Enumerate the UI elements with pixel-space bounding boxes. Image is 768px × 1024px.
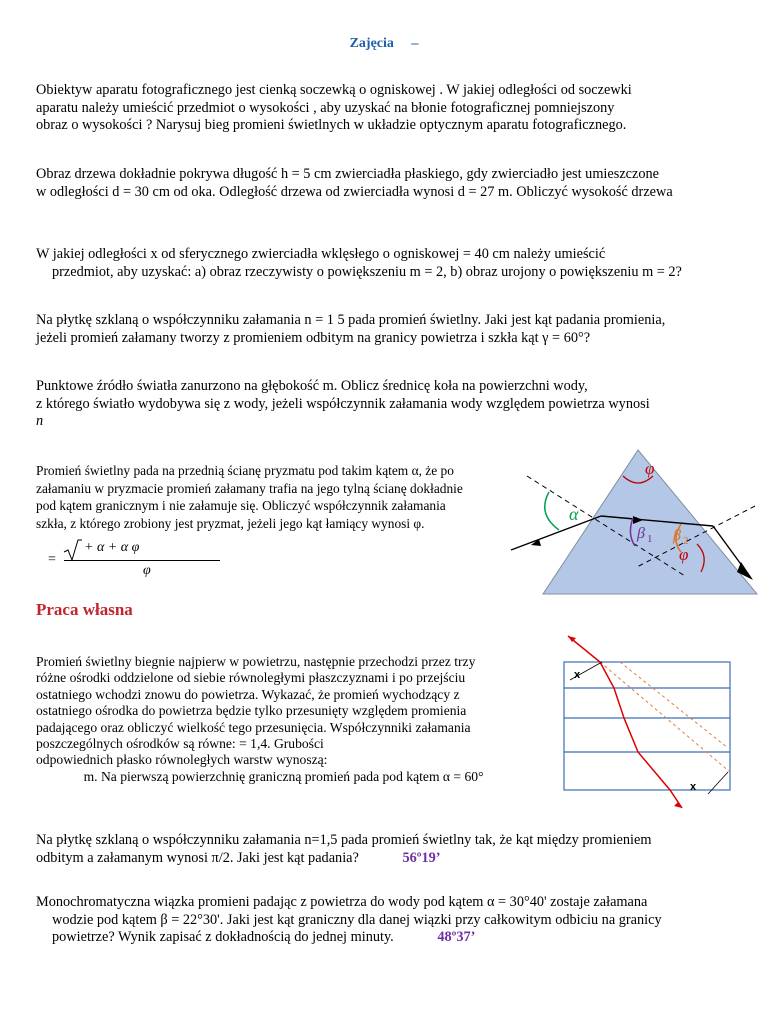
homework-line: wodzie pod kątem β = 22°30'. Jaki jest kąt graniczny dla danej wiązki przy całkowitym odbiciu na granicy: [52, 911, 662, 928]
homework-line: Promień świetlny biegnie najpierw w powietrzu, następnie przechodzi przez trzy: [36, 654, 476, 669]
layers-label-x-bottom: x: [690, 781, 697, 793]
prism-label-alpha: α: [569, 504, 579, 524]
problem-line: jeżeli promień załamany tworzy z promieniem odbitym na granicy powietrza i szkła kąt γ = 60°?: [36, 329, 591, 346]
layers-box: [564, 662, 730, 790]
problem-2: [36, 166, 732, 201]
answer-value: 48º37’: [437, 929, 476, 945]
problem-3: [36, 246, 732, 281]
problem-line: w odległości d = 30 cm od oka. Odległość drzewa od zwierciadła wynosi d = 27 m. Obliczyć wysokość drzewa: [36, 183, 673, 200]
problem-line: z którego światło wydobywa się z wody, jeżeli współczynnik załamania wody względem powietrza wynosi: [36, 395, 650, 412]
homework-3: [36, 894, 732, 947]
problem-line: załamaniu w pryzmacie promień załamany trafia na jego tylną ścianę dokładnie: [36, 480, 463, 496]
problem-4: [36, 312, 732, 347]
homework-line: ostatniego wchodzi znowu do powietrza. Wykazać, że promień wychodzący z: [36, 686, 460, 702]
header-dash: –: [411, 36, 419, 51]
formula-equals: =: [48, 552, 56, 567]
problem-line: szkła, z którego zrobiony jest pryzmat, jeżeli jego kąt łamiący wynosi φ.: [36, 515, 425, 531]
layers-label-x-top: x: [574, 669, 581, 681]
homework-line: odpowiednich płasko równoległych warstw wynoszą:: [36, 752, 328, 768]
page-header: [0, 36, 768, 52]
homework-1: [36, 654, 534, 785]
homework-line: padającego oraz obliczyć wielkość tego przesunięcia. Współczynniki załamania: [36, 719, 471, 735]
problem-line: Na płytkę szklaną o współczynniku załamania n = 1 5 pada promień świetlny. Jaki jest kąt padania promienia,: [36, 312, 666, 328]
problem-line: Promień świetlny pada na przednią ścianę pryzmatu pod takim kątem α, że po: [36, 463, 454, 478]
problem-line: Obraz drzewa dokładnie pokrywa długość h = 5 cm zwierciadła płaskiego, gdy zwierciadło jest umieszczone: [36, 166, 659, 182]
problem-5: [36, 378, 732, 431]
problem-line: Obiektyw aparatu fotograficznego jest cienką soczewką o ogniskowej . W jakiej odległości od soczewki: [36, 82, 632, 98]
problem-line: przedmiot, aby uzyskać: a) obraz rzeczywisty o powiększeniu m = 2, b) obraz urojony o powiększeniu m = 2?: [52, 263, 682, 280]
prism-label-phi-bottom: φ: [679, 545, 689, 564]
problem-line: obraz o wysokości ? Narysuj bieg promieni świetlnych w układzie optycznym aparatu fotograficznego.: [36, 117, 627, 133]
problem-line: aparatu należy umieścić przedmiot o wysokości , aby uzyskać na błonie fotograficznej pomniejszony: [36, 99, 615, 116]
homework-line: Na płytkę szklaną o współczynniku załamania n=1,5 pada promień świetlny tak, że kąt między promieniem: [36, 832, 652, 848]
problem-line: pod kątem granicznym i nie załamuje się. Obliczyć współczynnik załamania: [36, 498, 446, 513]
layers-diagram: [560, 630, 740, 820]
problem-line: W jakiej odległości x od sferycznego zwierciadła wklęsłego o ogniskowej = 40 cm należy umieścić: [36, 246, 606, 262]
extension-line: [600, 662, 730, 772]
prism-label-phi-top: φ: [645, 459, 655, 478]
offset-marker: [708, 772, 728, 794]
header-title: Zajęcia: [349, 36, 394, 51]
prism-label-beta1-sub: 1: [647, 533, 653, 545]
homework-2: [36, 832, 732, 867]
alpha-angle-arc: [545, 492, 559, 530]
section-title: Praca własna: [36, 600, 133, 619]
problem-1: [36, 82, 732, 135]
homework-line: poszczególnych ośrodków są równe: = 1,4. Grubości: [36, 736, 324, 752]
prism-label-beta2-sub: 2: [683, 535, 689, 547]
refraction-formula: [48, 538, 228, 584]
homework-line: powietrze? Wynik zapisać z dokładnością do jednej minuty.: [52, 929, 394, 945]
problem-line: Punktowe źródło światła zanurzono na głębokość m. Oblicz średnicę koła na powierzchni wody,: [36, 378, 588, 394]
homework-line: ostatniego ośrodka do powietrza będzie tylko przesunięty względem promienia: [36, 703, 467, 719]
homework-line: m. Na pierwszą powierzchnię graniczną promień pada pod kątem α = 60°: [36, 768, 484, 784]
extension-line: [620, 662, 728, 748]
homework-line: Monochromatyczna wiązka promieni padając z powietrza do wody pod kątem α = 30°40' zostaje załamana: [36, 894, 648, 910]
answer-value: 56º19’: [402, 849, 441, 866]
homework-line: różne ośrodki oddzielone od siebie równoległymi płaszczyznami i po przejściu: [36, 670, 466, 686]
homework-line: odbitym a załamanym wynosi π/2. Jaki jest kąt padania?: [36, 849, 359, 866]
formula-fraction-bar: [64, 560, 220, 561]
problem-6: [36, 462, 496, 532]
formula-denominator: φ: [143, 563, 151, 578]
prism-label-beta1: β: [637, 525, 645, 542]
formula-numerator: + α + α φ: [84, 540, 140, 555]
prism-label-beta2: β: [673, 527, 681, 544]
problem-line: n: [36, 413, 44, 429]
prism-diagram: [505, 446, 765, 598]
sqrt-sign-icon: [62, 538, 82, 562]
